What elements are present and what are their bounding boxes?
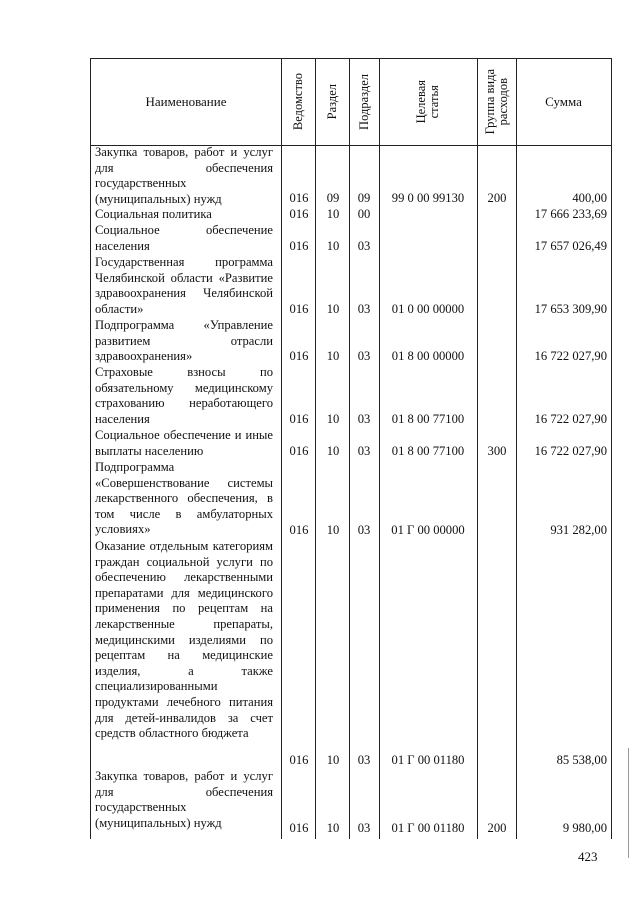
table-header — [91, 59, 611, 146]
row-celevaya: 01 Г 00 00000 — [391, 523, 465, 538]
header-podrazdel: Подраздел — [356, 74, 371, 130]
header-vedomstvo: Ведомство — [290, 73, 305, 131]
table-row — [91, 318, 611, 365]
row-gruppa: 200 — [487, 191, 507, 206]
table-row — [91, 145, 611, 207]
row-vedomstvo: 016 — [289, 239, 309, 254]
row-razdel: 10 — [326, 444, 340, 459]
row-celevaya: 01 8 00 77100 — [391, 412, 465, 427]
row-summa: 17 657 026,49 — [534, 239, 607, 254]
row-celevaya: 01 Г 00 01180 — [391, 753, 465, 768]
table-row — [91, 428, 611, 460]
row-summa: 16 722 027,90 — [534, 444, 607, 459]
page-number: 423 — [578, 849, 598, 864]
row-podrazdel: 00 — [357, 207, 371, 222]
row-summa: 16 722 027,90 — [534, 349, 607, 364]
table-row — [91, 769, 611, 837]
row-razdel: 10 — [326, 207, 340, 222]
row-podrazdel: 03 — [357, 412, 371, 427]
row-name: Социальная политика — [95, 207, 212, 221]
row-name: Подпрограмма «Управление развитием отрасли здравоохранения» — [95, 318, 273, 364]
row-name: Социальное обеспечение населения — [95, 223, 273, 253]
table-row — [91, 539, 611, 769]
row-podrazdel: 03 — [357, 821, 371, 836]
row-razdel: 10 — [326, 821, 340, 836]
scan-edge-mark — [628, 748, 629, 858]
row-name: Социальное обеспечение и иные выплаты населению — [95, 428, 273, 458]
row-razdel: 10 — [326, 523, 340, 538]
row-podrazdel: 03 — [357, 753, 371, 768]
table-row — [91, 207, 611, 223]
row-vedomstvo: 016 — [289, 444, 309, 459]
row-podrazdel: 03 — [357, 239, 371, 254]
row-podrazdel: 09 — [357, 191, 371, 206]
header-summa: Сумма — [545, 94, 582, 109]
header-gruppa-vida-rashodov: Группа вида расходов — [482, 69, 510, 135]
row-vedomstvo: 016 — [289, 302, 309, 317]
row-summa: 9 980,00 — [562, 821, 607, 836]
row-podrazdel: 03 — [357, 444, 371, 459]
table-row — [91, 255, 611, 318]
row-name: Закупка товаров, работ и услуг для обеспечения государственных (муниципальных) нужд — [95, 145, 273, 206]
row-razdel: 09 — [326, 191, 340, 206]
row-celevaya: 01 0 00 00000 — [391, 302, 465, 317]
row-celevaya: 01 Г 00 01180 — [391, 821, 465, 836]
table-row — [91, 223, 611, 255]
row-summa: 85 538,00 — [556, 753, 607, 768]
row-podrazdel: 03 — [357, 523, 371, 538]
row-summa: 17 666 233,69 — [534, 207, 607, 222]
row-name: Оказание отдельным категориям граждан социальной услуги по обеспечению лекарственными препаратами для медицинского применения по рецептам на лекарственные препараты, медицинскими изделиями по рецептам на медицинские изделия, а также специализированными продуктами лечебного питания для детей-инвалидов за счет средств областного бюджета — [95, 539, 273, 741]
row-razdel: 10 — [326, 239, 340, 254]
header-razdel: Раздел — [324, 84, 339, 120]
row-name: Закупка товаров, работ и услуг для обеспечения государственных (муниципальных) нужд — [95, 769, 273, 830]
row-summa: 931 282,00 — [550, 523, 607, 538]
table-row — [91, 365, 611, 428]
table-row — [91, 460, 611, 539]
row-razdel: 10 — [326, 753, 340, 768]
row-vedomstvo: 016 — [289, 821, 309, 836]
row-podrazdel: 03 — [357, 349, 371, 364]
row-summa: 17 653 309,90 — [534, 302, 607, 317]
row-razdel: 10 — [326, 349, 340, 364]
row-name: Подпрограмма «Совершенствование системы лекарственного обеспечения, в том числе в амбулаторных условиях» — [95, 460, 273, 537]
row-vedomstvo: 016 — [289, 207, 309, 222]
row-summa: 16 722 027,90 — [534, 412, 607, 427]
budget-table — [90, 58, 612, 839]
row-vedomstvo: 016 — [289, 523, 309, 538]
row-summa: 400,00 — [572, 191, 607, 206]
row-celevaya: 01 8 00 77100 — [391, 444, 465, 459]
row-vedomstvo: 016 — [289, 412, 309, 427]
row-vedomstvo: 016 — [289, 191, 309, 206]
row-razdel: 10 — [326, 412, 340, 427]
row-celevaya: 01 8 00 00000 — [391, 349, 465, 364]
row-podrazdel: 03 — [357, 302, 371, 317]
header-name: Наименование — [145, 94, 227, 109]
header-celevaya-statya: Целевая статья — [414, 80, 441, 124]
row-vedomstvo: 016 — [289, 349, 309, 364]
row-celevaya: 99 0 00 99130 — [391, 191, 465, 206]
row-name: Государственная программа Челябинской области «Развитие здравоохранения Челябинской области» — [95, 255, 273, 316]
row-vedomstvo: 016 — [289, 753, 309, 768]
row-name: Страховые взносы по обязательному медицинскому страхованию неработающего населения — [95, 365, 273, 426]
row-gruppa: 200 — [487, 821, 507, 836]
row-razdel: 10 — [326, 302, 340, 317]
row-gruppa: 300 — [487, 444, 507, 459]
